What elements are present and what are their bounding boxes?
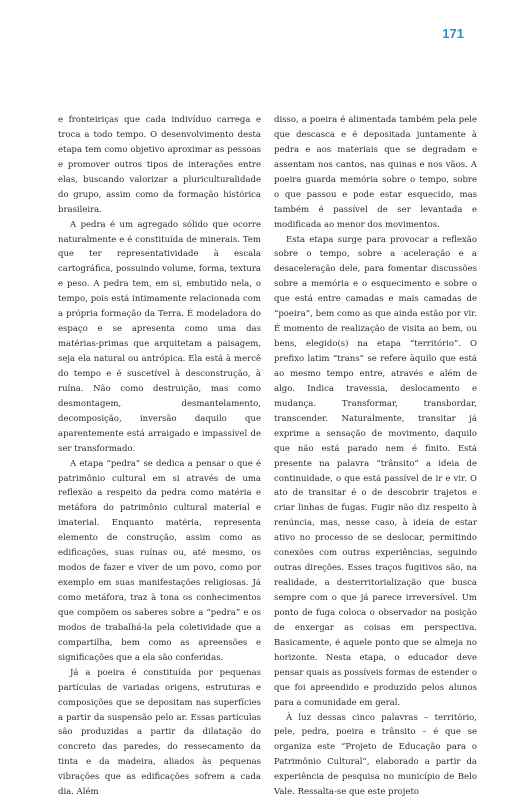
- paragraph: A etapa “pedra” se dedica a pensar o que é patrimônio cultural em si através de uma reflexão a respeito da pedra como matéria e metáfora do patrimônio cultural material e imaterial. Enquanto matéria, representa elemento de construção, assim como as edificações, suas ruínas ou, até mesmo, os modos de fazer e viver de um povo, como por exemplo em suas manifestações religiosas. Já como metáfora, traz à tona os conhecimentos que compõem os saberes sobre a “pedra” e os modos de trabalhá-la pela coletividade que a compartilha, bem como as apreensões e significações que a ela são conferidas.: [58, 457, 261, 666]
- right-column: [274, 113, 477, 800]
- paragraph: Esta etapa surge para provocar a reflexão sobre o tempo, sobre a aceleração e a desaceleração dele, para fomentar discussões sobre a memória e o esquecimento e sobre o que está entre camadas e mais camadas de “poeira”, bem como as que ainda estão por vir. É momento de realização de visita ao bem, ou bens, elegido(s) na etapa “território”. O prefixo latim “trans” se refere àquilo que está ao mesmo tempo entre, através e além de algo. Indica travessia, deslocamento e mudança. Transformar, transbordar, transcender. Naturalmente, transitar já exprime a sensação de movimento, daquilo que não está parado nem é finito. Está presente na palavra “trânsito” a ideia de continuidade, o que está passível de ir e vir. O ato de transitar é o de descobrir trajetos e criar linhas de fugas. Fugir não diz respeito à renúncia, mas, nesse caso, à ideia de estar ativo no processo de se deslocar, permitindo conexões com outras experiências, seguindo outras direções. Esses traços fugitivos são, na realidade, a desterritorialização que busca sempre com o que já parece irreversível. Um ponto de fuga coloca o observador na posição de enxergar as coisas em perspectiva. Basicamente, é aquele ponto que se almeja no horizonte. Nesta etapa, o educador deve pensar quais as possíveis formas de estender o que foi apreendido e produzido pelos alunos para a comunidade em geral.: [274, 233, 477, 711]
- paragraph: disso, a poeira é alimentada também pela pele que descasca e é depositada juntamente à pedra e aos materiais que se degradam e assentam nos cantos, nas quinas e nos vãos. A poeira guarda memória sobre o tempo, sobre o que passou e pode estar esquecido, mas também é passível de ser levantada e modificada ao menor dos movimentos.: [274, 113, 477, 233]
- page-number: 171: [442, 26, 464, 41]
- paragraph: Já a poeira é constituída por pequenas partículas de variadas origens, estruturas e composições que se depositam nas superfícies a partir da suspensão pelo ar. Essas partículas são produzidas a partir da dilatação do concreto das paredes, do ressecamento da tinta e da madeira, aliados às pequenas vibrações que as edificações sofrem a cada dia. Além: [58, 666, 261, 800]
- paragraph: À luz dessas cinco palavras – território, pele, pedra, poeira e trânsito – é que se organiza este “Projeto de Educação para o Patrimônio Cultural”, elaborado a partir da experiência de pesquisa no município de Belo Vale. Ressalta-se que este projeto: [274, 711, 477, 800]
- paragraph: e fronteiriças que cada indivíduo carrega e troca a todo tempo. O desenvolvimento desta etapa tem como objetivo aproximar as pessoas e promover outros tipos de interações entre elas, buscando valorizar a pluriculturalidade do grupo, assim como da formação histórica brasileira.: [58, 113, 261, 218]
- left-column: [58, 113, 261, 800]
- paragraph: A pedra é um agregado sólido que ocorre naturalmente e é constituída de minerais. Tem que ter representatividade à escala cartográfica, possuindo volume, forma, textura e peso. A pedra tem, em si, embutido nela, o tempo, pois está intimamente relacionada com a própria formação da Terra. É modeladora do espaço e se apresenta como uma das matérias-primas que arquitetam a paisagem, seja ela natural ou antrópica. Ela está à mercê do tempo e é suscetível à desconstrução, à ruína. Não como destruição, mas como desmontagem, desmantelamento, decomposição, inversão daquilo que aparentemente está arraigado e impassível de ser transformado.: [58, 218, 261, 457]
